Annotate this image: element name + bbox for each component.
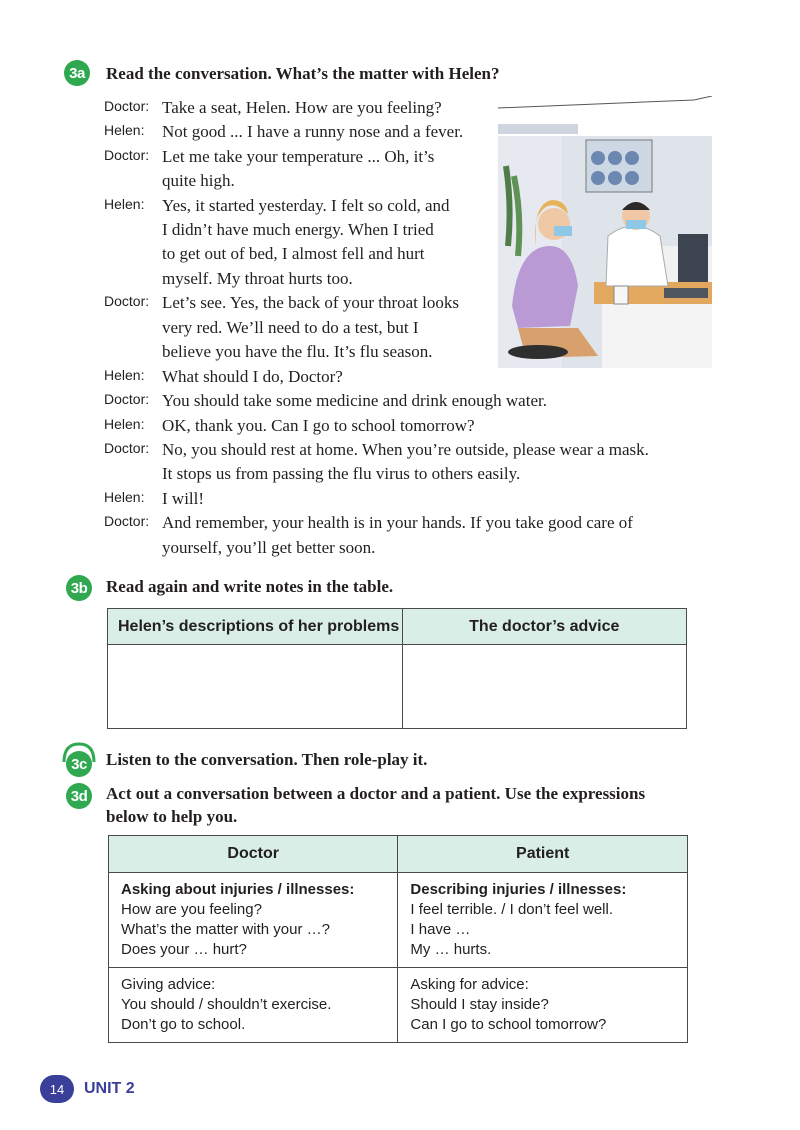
expr-line: You should / shouldn’t exercise. — [121, 996, 332, 1013]
speaker-label: Helen: — [104, 122, 145, 138]
dialogue-line: Not good ... I have a runny nose and a fever. — [162, 122, 464, 141]
speaker-label: Doctor: — [104, 440, 150, 456]
speaker-label: Doctor: — [104, 98, 150, 114]
expr-heading: Asking for advice: — [410, 976, 529, 993]
page-number: 14 — [40, 1075, 74, 1103]
badge-3d: 3d — [66, 783, 92, 809]
dialogue-line: And remember, your health is in your hands. If you take good care of — [162, 513, 633, 532]
expr-line: My … hurts. — [410, 941, 492, 958]
dialogue-line: very red. We’ll need to do a test, but I — [162, 318, 419, 337]
expr-line: Should I stay inside? — [410, 996, 549, 1013]
dialogue-line: Take a seat, Helen. How are you feeling? — [162, 98, 442, 117]
dialogue-line: I will! — [162, 489, 205, 508]
dialogue-line: No, you should rest at home. When you’re outside, please wear a mask. — [162, 440, 649, 459]
expr-line: I have … — [410, 921, 471, 938]
speaker-label: Doctor: — [104, 391, 150, 407]
dialogue-line: I didn’t have much energy. When I tried — [162, 220, 434, 239]
instruction-3c: Listen to the conversation. Then role-play it. — [106, 750, 428, 769]
notes-input-helen[interactable] — [108, 645, 403, 729]
dialogue-line: Let’s see. Yes, the back of your throat looks — [162, 293, 459, 312]
notes-col-helen: Helen’s descriptions of her problems — [108, 609, 403, 645]
speaker-label: Doctor: — [104, 513, 150, 529]
headphones-icon — [60, 742, 98, 764]
instruction-3a: Read the conversation. What’s the matter with Helen? — [106, 64, 500, 83]
dialogue-line: What should I do, Doctor? — [162, 367, 343, 386]
dialogue-line: to get out of bed, I almost fell and hurt — [162, 244, 425, 263]
expr-heading: Asking about injuries / illnesses: — [121, 881, 355, 898]
expr-line: How are you feeling? — [121, 901, 262, 918]
expr-heading: Describing injuries / illnesses: — [410, 881, 627, 898]
dialogue-line: Let me take your temperature ... Oh, it’s — [162, 147, 435, 166]
instruction-3d-line2: below to help you. — [106, 807, 238, 826]
expr-col-patient: Patient — [398, 836, 688, 873]
expr-heading: Giving advice: — [121, 976, 216, 993]
expr-line: Does your … hurt? — [121, 941, 247, 958]
dialogue-line: quite high. — [162, 171, 235, 190]
speaker-label: Doctor: — [104, 293, 150, 309]
instruction-3d-line1: Act out a conversation between a doctor and a patient. Use the expressions — [106, 784, 646, 803]
unit-label: UNIT 2 — [84, 1080, 135, 1097]
speaker-label: Helen: — [104, 367, 145, 383]
speaker-label: Helen: — [104, 489, 145, 505]
expr-line: Can I go to school tomorrow? — [410, 1016, 607, 1033]
dialogue-line: believe you have the flu. It’s flu season. — [162, 342, 433, 361]
badge-3a: 3a — [64, 60, 90, 86]
dialogue-line: Yes, it started yesterday. I felt so cold, and — [162, 196, 450, 215]
speaker-label: Helen: — [104, 416, 145, 432]
doctor-patient-illustration — [498, 96, 712, 368]
instruction-3b: Read again and write notes in the table. — [106, 577, 394, 596]
expr-line: I feel terrible. / I don’t feel well. — [410, 901, 614, 918]
badge-3c: 3c — [66, 751, 92, 777]
dialogue-line: It stops us from passing the flu virus to others easily. — [162, 464, 521, 483]
badge-3b: 3b — [66, 575, 92, 601]
expr-line: What’s the matter with your …? — [121, 921, 330, 938]
dialogue-line: You should take some medicine and drink enough water. — [162, 391, 547, 410]
speaker-label: Helen: — [104, 196, 145, 212]
notes-col-doctor: The doctor’s advice — [402, 609, 686, 645]
notes-table — [107, 608, 687, 729]
expressions-table — [108, 835, 688, 1043]
expr-line: Don’t go to school. — [121, 1016, 246, 1033]
dialogue-line: OK, thank you. Can I go to school tomorrow? — [162, 416, 475, 435]
speaker-label: Doctor: — [104, 147, 150, 163]
expr-col-doctor: Doctor — [109, 836, 398, 873]
notes-input-doctor[interactable] — [402, 645, 686, 729]
dialogue-line: myself. My throat hurts too. — [162, 269, 353, 288]
dialogue-line: yourself, you’ll get better soon. — [162, 538, 376, 557]
